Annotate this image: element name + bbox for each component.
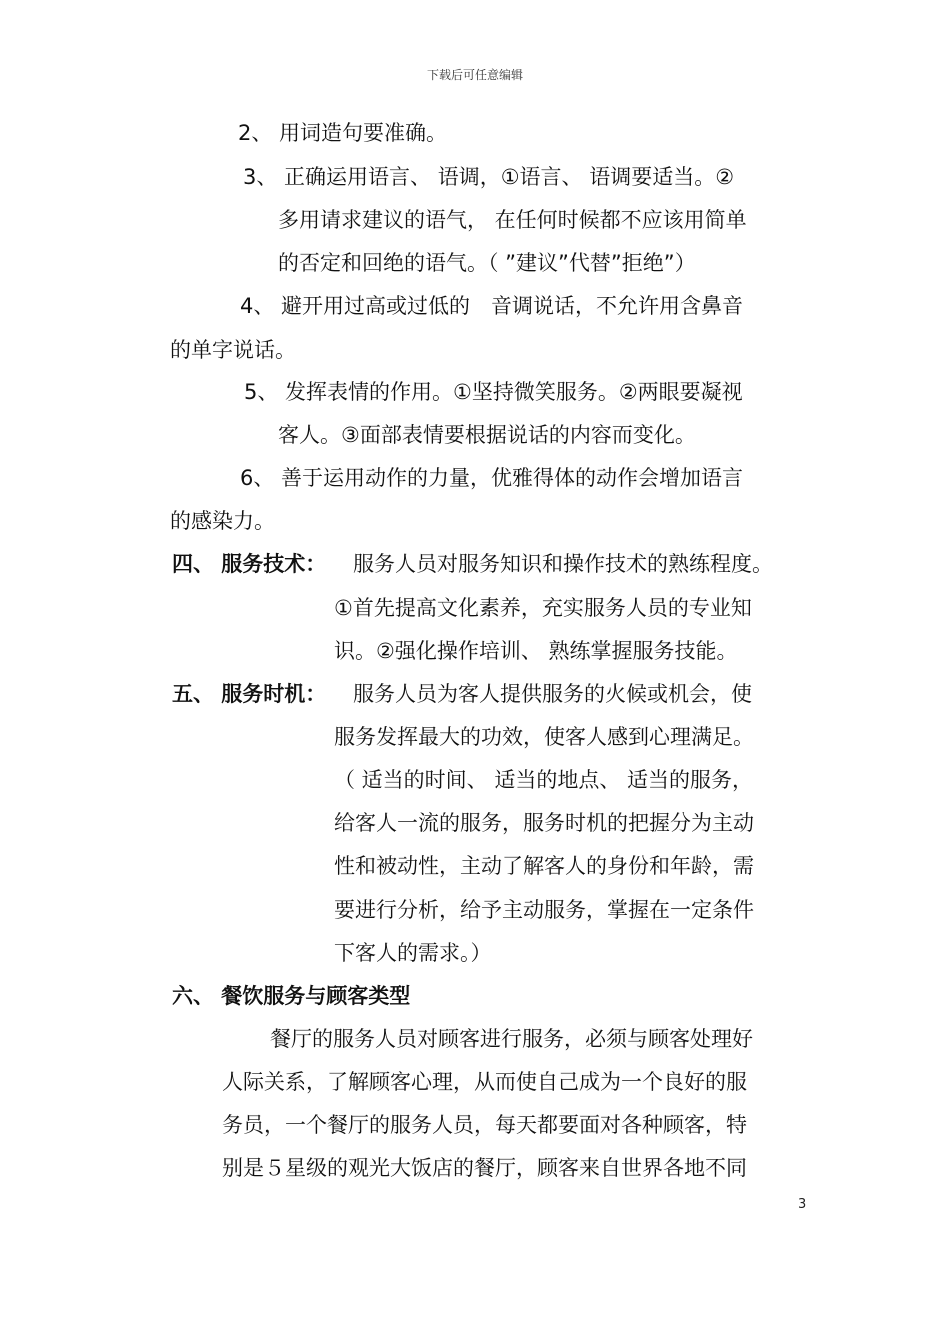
list-item: 2、 用词造句要准确。 bbox=[238, 121, 448, 145]
page-header: 下载后可任意编辑 bbox=[426, 68, 523, 82]
list-item: 4、 避开用过高或过低的 音调说话，不允许用含鼻音 bbox=[240, 294, 744, 318]
paragraph-line: 务员，一个餐厅的服务人员，每天都要面对各种顾客，特 bbox=[222, 1113, 747, 1137]
paragraph-line: 下客人的需求。） bbox=[334, 941, 492, 965]
paragraph-line: 要进行分析，给予主动服务，掌握在一定条件 bbox=[334, 898, 754, 922]
paragraph-line: 给客人一流的服务，服务时机的把握分为主动 bbox=[334, 811, 754, 835]
list-item: 6、 善于运用动作的力量，优雅得体的动作会增加语言 bbox=[240, 466, 744, 490]
paragraph-line: 餐厅的服务人员对顾客进行服务，必须与顾客处理好 bbox=[270, 1027, 753, 1051]
paragraph-line: ①首先提高文化素养，充实服务人员的专业知 bbox=[334, 596, 752, 620]
list-item: 3、 正确运用语言、 语调，①语言、 语调要适当。② bbox=[243, 165, 735, 189]
list-item: 的否定和回绝的语气。（ ”建议”代替”拒绝”） bbox=[278, 251, 696, 275]
paragraph-line: 服务人员为客人提供服务的火候或机会，使 bbox=[353, 682, 752, 706]
paragraph-line: 服务发挥最大的功效，使客人感到心理满足。 bbox=[334, 725, 754, 749]
paragraph-line: （ 适当的时间、 适当的地点、 适当的服务， bbox=[334, 768, 754, 792]
paragraph-line: 服务人员对服务知识和操作技术的熟练程度。 bbox=[353, 552, 773, 576]
paragraph-line: 识。②强化操作培训、 熟练掌握服务技能。 bbox=[334, 639, 738, 663]
list-item: 多用请求建议的语气， 在任何时候都不应该用简单 bbox=[278, 208, 747, 232]
section-heading-5: 五、 服务时机： bbox=[172, 682, 327, 706]
paragraph-line: 性和被动性，主动了解客人的身份和年龄，需 bbox=[334, 854, 754, 878]
list-item: 的感染力。 bbox=[170, 509, 275, 533]
section-heading-4: 四、 服务技术： bbox=[172, 552, 327, 576]
list-item: 客人。③面部表情要根据说话的内容而变化。 bbox=[278, 423, 696, 447]
list-item: 5、 发挥表情的作用。①坚持微笑服务。②两眼要凝视 bbox=[244, 380, 743, 404]
paragraph-line: 别是５星级的观光大饭店的餐厅，顾客来自世界各地不同 bbox=[222, 1156, 747, 1180]
section-heading-6: 六、 餐饮服务与顾客类型 bbox=[172, 984, 411, 1008]
list-item: 的单字说话。 bbox=[170, 338, 296, 362]
page-number: 3 bbox=[798, 1197, 807, 1212]
paragraph-line: 人际关系，了解顾客心理，从而使自己成为一个良好的服 bbox=[222, 1070, 747, 1094]
